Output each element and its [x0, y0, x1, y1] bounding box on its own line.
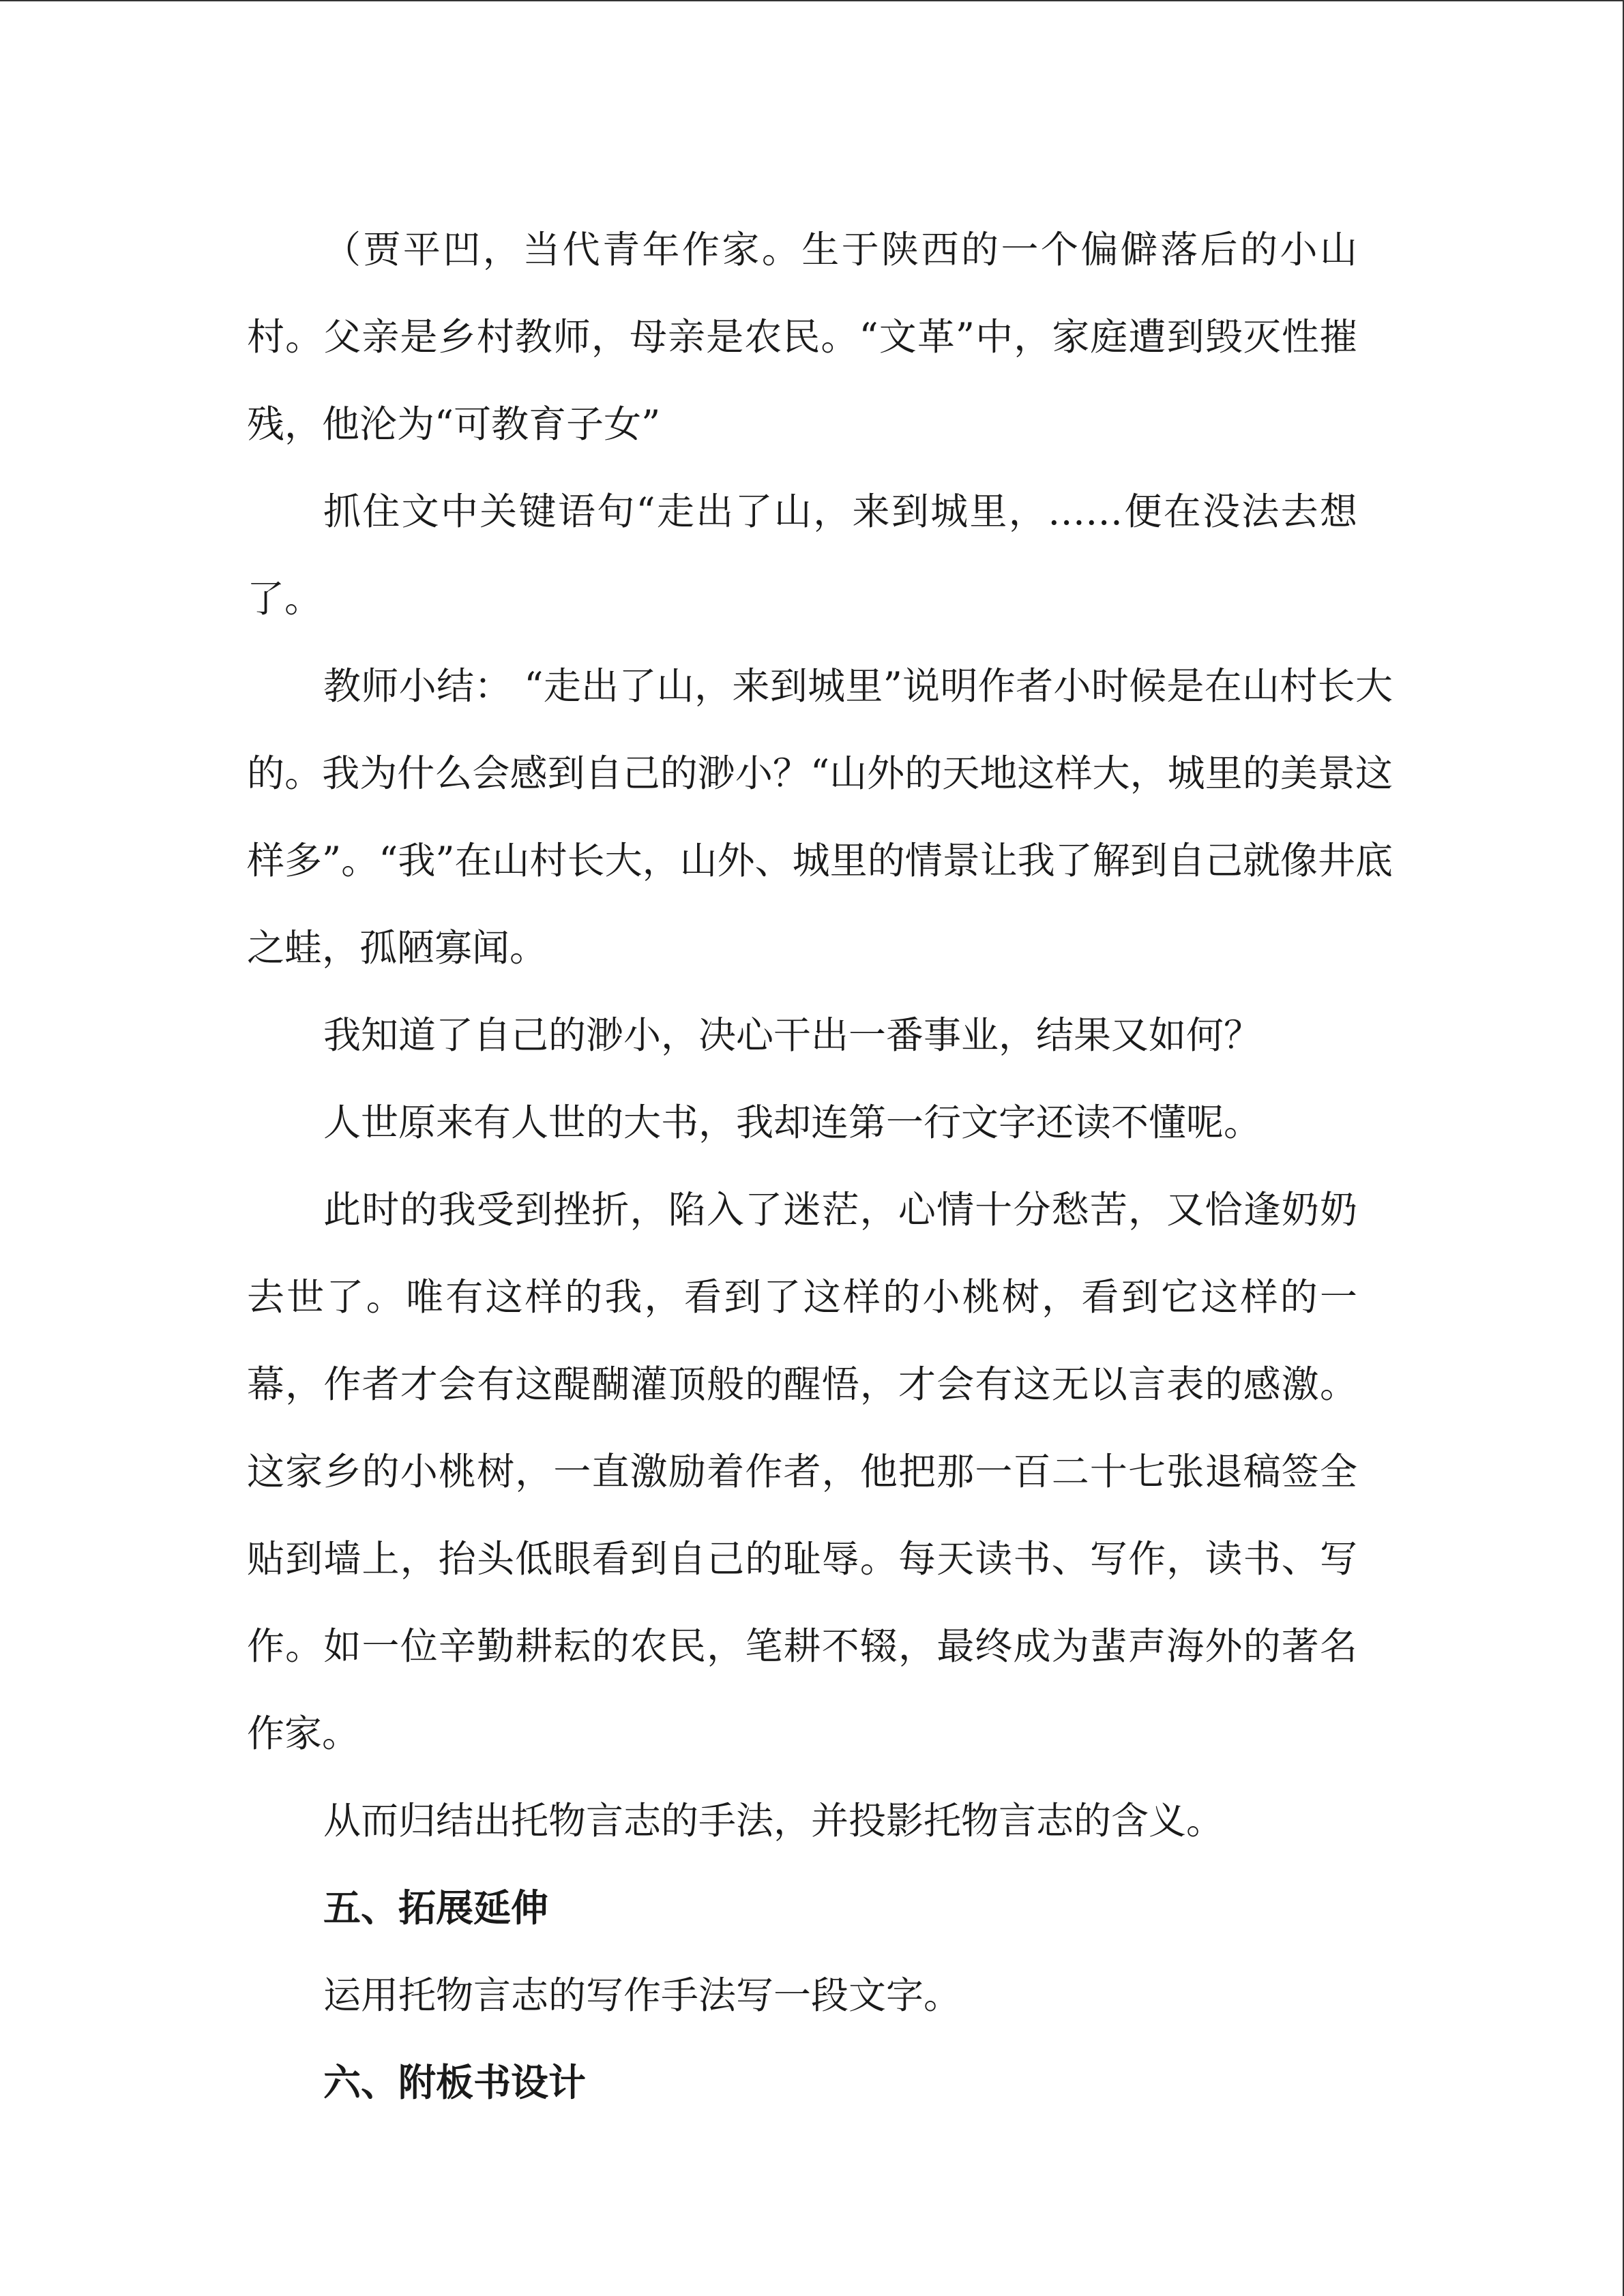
paragraph-quote-book: 人世原来有人世的大书，我却连第一行文字还读不懂呢。 — [323, 1101, 1262, 1144]
document-body — [247, 206, 1393, 2126]
paragraph-frustration: 此时的我受到挫折，陷入了迷茫，心情十分愁苦，又恰逢奶奶去世了。唯有这样的我，看到了这样的小桃树，看到它这样的一幕，作者才会有这醍醐灌顶般的醒悟，才会有这无以言表的感激。这家乡的小桃树，一直激励着作者，他把那一百二十七张退稿签全贴到墙上，抬头低眼看到自己的耻辱。每天读书、写作，读书、写作。如一位辛勤耕耘的农民，笔耕不辍，最终成为蜚声海外的著名作家。 — [247, 1188, 1357, 1755]
paragraph-teacher-summary: 教师小结： “走出了山，来到城里”说明作者小时候是在山村长大的。我为什么会感到自己的渺小？“山外的天地这样大，城里的美景这样多”。“我”在山村长大，山外、城里的情景让我了解到自己就像井底之蛙，孤陋寡闻。 — [247, 664, 1393, 970]
paragraph-author-intro: （贾平凹，当代青年作家。生于陕西的一个偏僻落后的小山村。父亲是乡村教师，母亲是农民。“文革”中，家庭遭到毁灭性摧残，他沦为“可教育子女” — [247, 228, 1357, 446]
paragraph-key-sentence: 抓住文中关键语句“走出了山，来到城里，……便在没法去想了。 — [247, 490, 1357, 621]
section-heading-extension: 五、拓展延伸 — [323, 1885, 549, 1930]
paragraph-conclusion: 从而归结出托物言志的手法，并投影托物言志的含义。 — [323, 1799, 1224, 1843]
paragraph-writing-task: 运用托物言志的写作手法写一段文字。 — [323, 1973, 962, 2017]
paragraph-question: 我知道了自己的渺小，决心干出一番事业，结果又如何？ — [323, 1013, 1262, 1057]
section-heading-board-design: 六、附板书设计 — [323, 2060, 587, 2104]
